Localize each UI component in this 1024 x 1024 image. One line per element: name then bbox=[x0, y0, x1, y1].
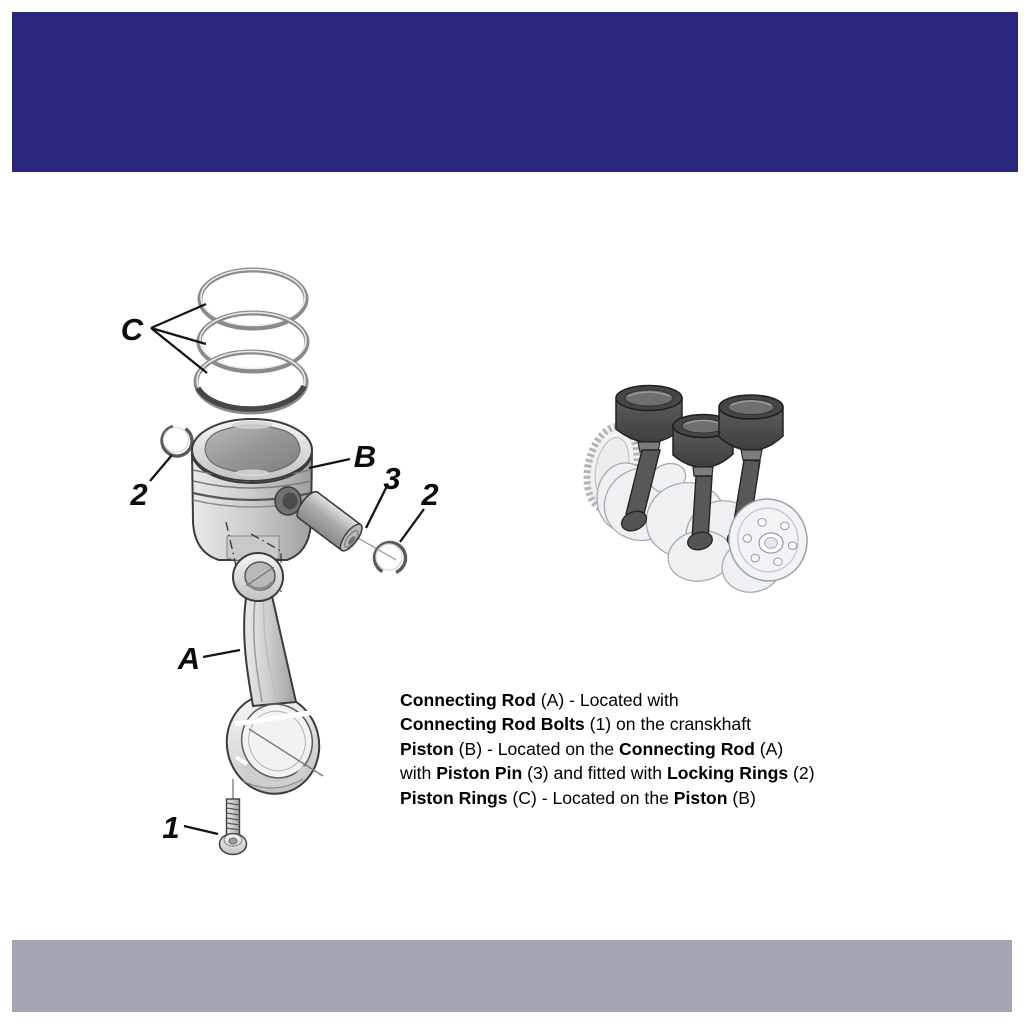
caption-line: Connecting Rod (A) - Located with bbox=[400, 690, 679, 710]
label-a-leader-line bbox=[203, 650, 240, 657]
piston-illustration bbox=[192, 419, 312, 562]
label-piston-rings: C bbox=[120, 312, 144, 347]
label-piston: B bbox=[353, 439, 377, 474]
label-locking-ring-right: 2 bbox=[421, 477, 439, 512]
label-2-left-leader-line bbox=[150, 455, 172, 481]
label-1-leader-line bbox=[184, 826, 218, 834]
label-connecting-rod: A bbox=[177, 641, 201, 676]
label-bolt: 1 bbox=[162, 810, 180, 845]
label-b-leader-line bbox=[309, 459, 350, 468]
connecting-rod-illustration bbox=[216, 553, 329, 804]
crankshaft-assembly-illustration bbox=[580, 386, 814, 598]
caption-line: Piston (B) - Located on the Connecting Rod (A) bbox=[400, 738, 784, 759]
label-locking-ring-left: 2 bbox=[130, 477, 148, 512]
caption-line: Connecting Rod Bolts (1) on the cranskhaft bbox=[400, 714, 751, 735]
label-2-right-leader-line bbox=[400, 509, 424, 542]
caption-line: with Piston Pin (3) and fitted with Locking Rings (2) bbox=[400, 763, 815, 784]
connecting-rod-bolt-illustration bbox=[220, 779, 247, 855]
caption-line: Piston Rings (C) - Located on the Piston (B) bbox=[400, 787, 756, 808]
piston-rings-illustration bbox=[196, 270, 307, 413]
locking-ring-right-illustration bbox=[369, 537, 411, 579]
label-piston-pin: 3 bbox=[383, 461, 401, 496]
caption-block bbox=[400, 688, 900, 810]
